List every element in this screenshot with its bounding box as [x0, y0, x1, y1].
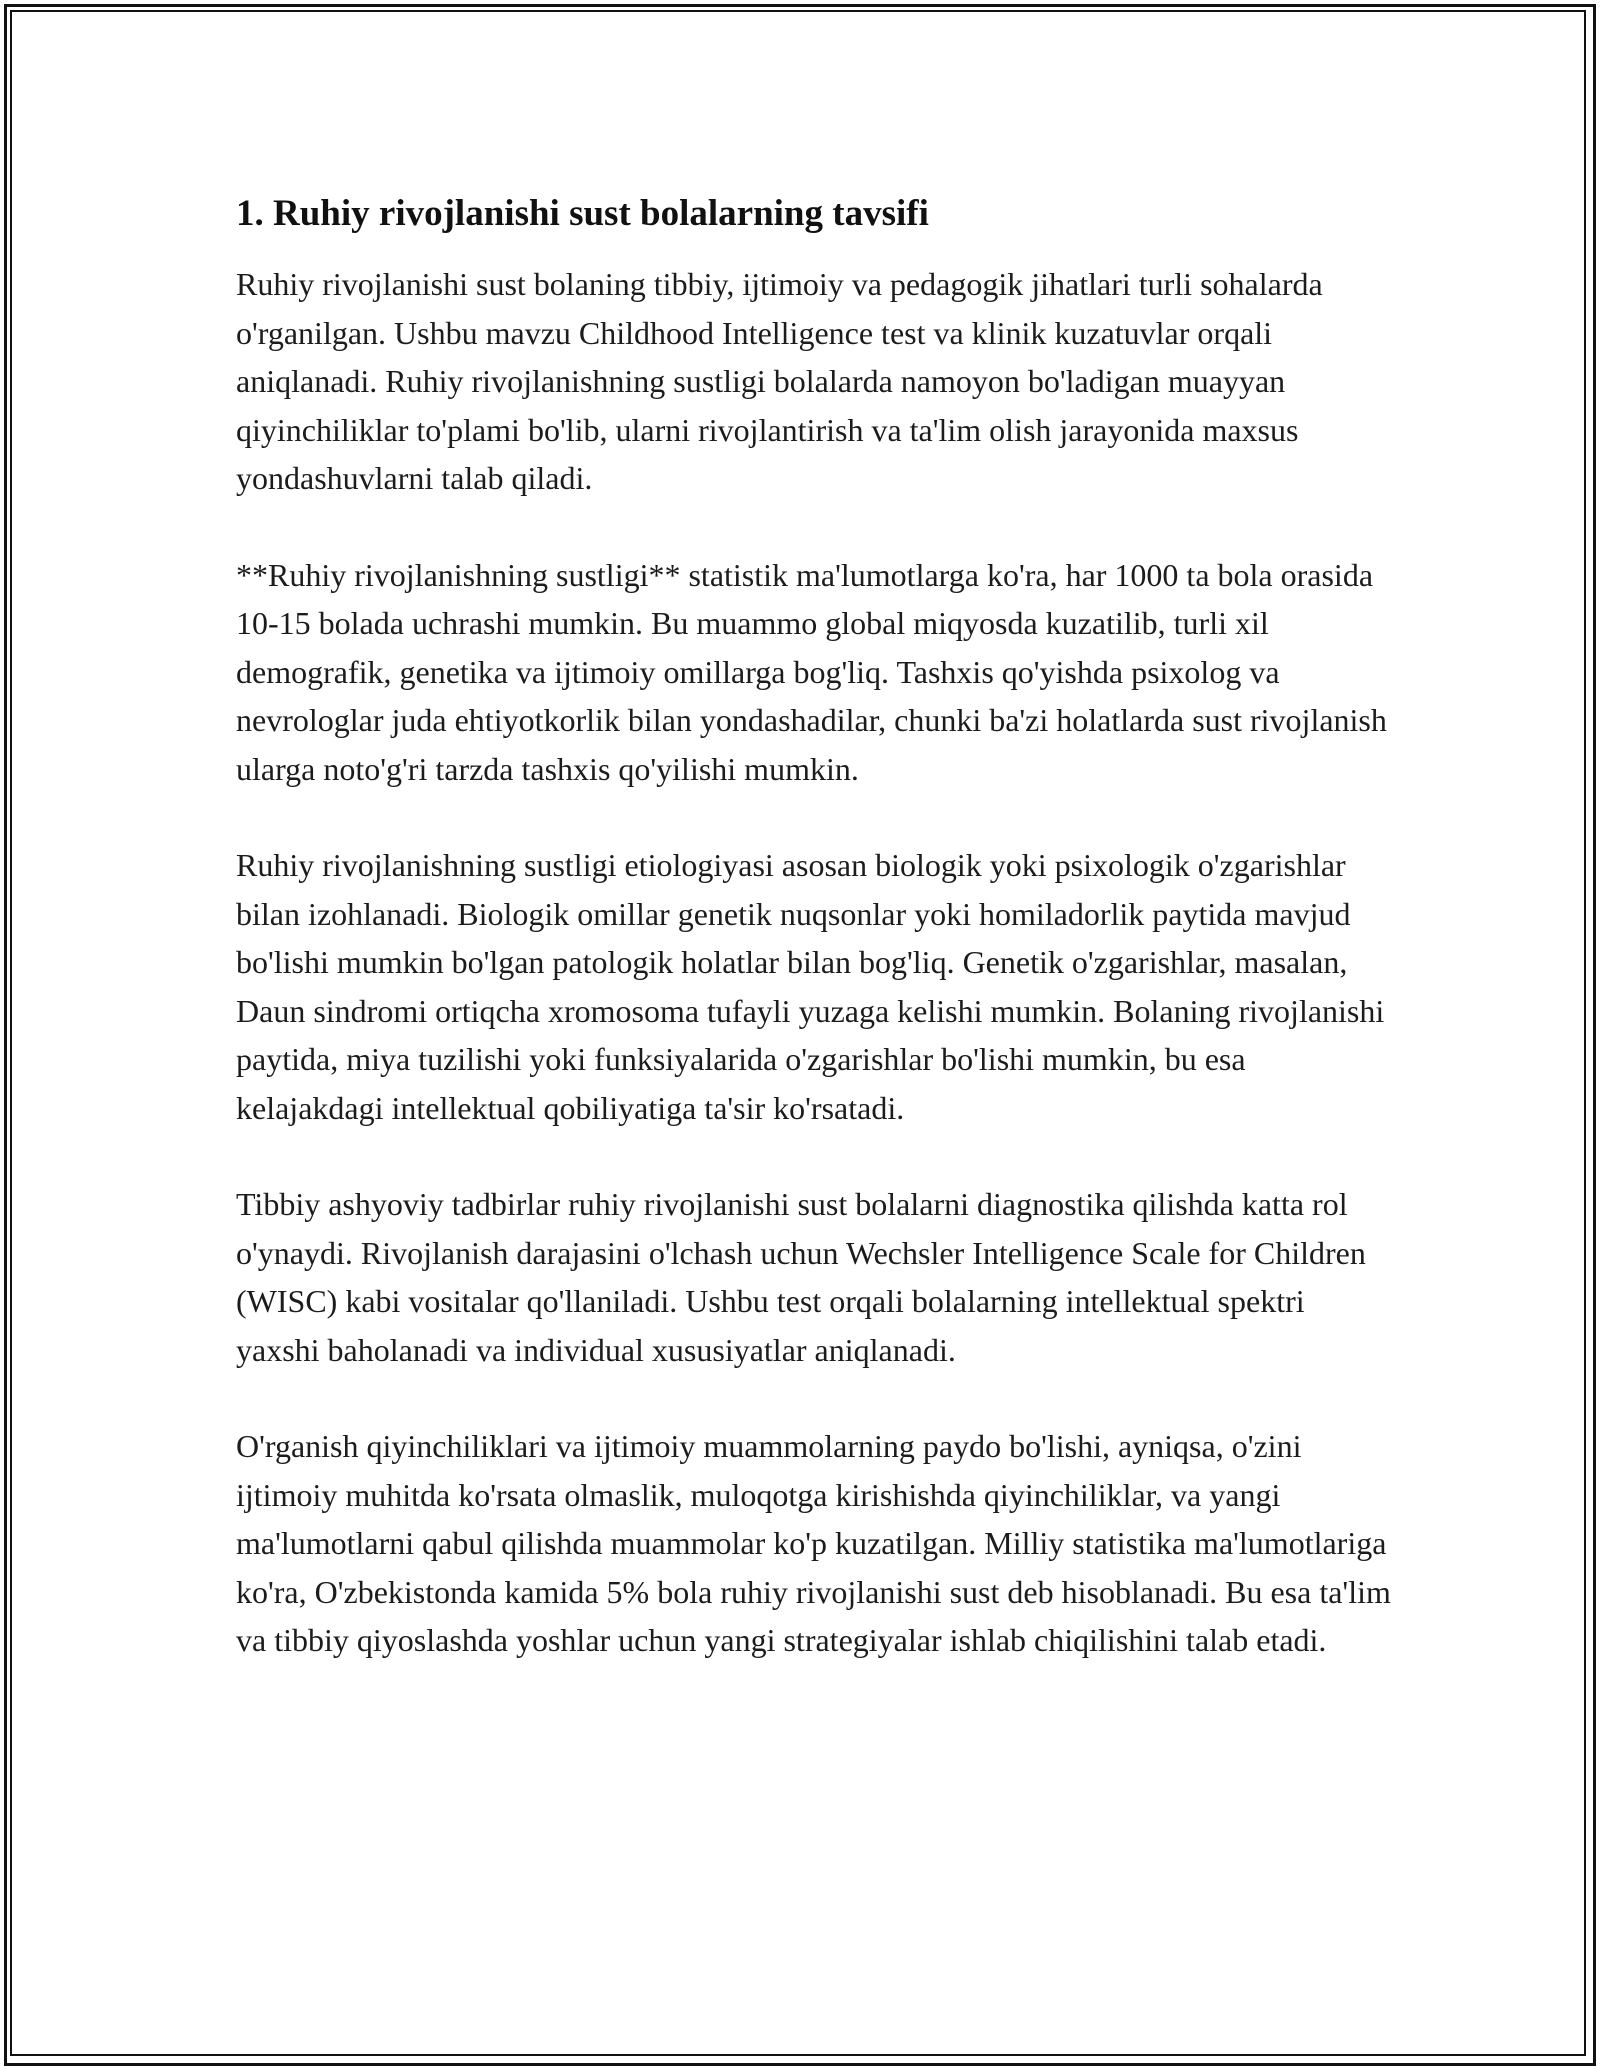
document-body	[236, 190, 1396, 1713]
section-heading: 1. Ruhiy rivojlanishi sust bolalarning tavsifi	[236, 193, 929, 234]
paragraph-1: Ruhiy rivojlanishi sust bolaning tibbiy, ijtimoiy va pedagogik jihatlari turli sohalarda o'rganilgan. Ushbu mavzu Childhood Intelligence test va klinik kuzatuvlar orqali aniqlanadi. Ruhiy rivojlanishning sustligi bolalarda namoyon bo'ladigan muayyan qiyinchiliklar to'plami bo'lib, ularni rivojlantirish va ta'lim olish jarayonida maxsus yondashuvlarni talab qiladi.	[236, 266, 1323, 496]
paragraph-4: Tibbiy ashyoviy tadbirlar ruhiy rivojlanishi sust bolalarni diagnostika qilishda katta rol o'ynaydi. Rivojlanish darajasini o'lchash uchun Wechsler Intelligence Scale for Children (WISC) kabi vositalar qo'llaniladi. Ushbu test orqali bolalarning intellektual spektri yaxshi baholanadi va individual xususiyatlar aniqlanadi.	[236, 1186, 1366, 1368]
paragraph-3: Ruhiy rivojlanishning sustligi etiologiyasi asosan biologik yoki psixologik o'zgarishlar bilan izohlanadi. Biologik omillar genetik nuqsonlar yoki homiladorlik paytida mavjud bo'lishi mumkin bo'lgan patologik holatlar bilan bog'liq. Genetik o'zgarishlar, masalan, Daun sindromi ortiqcha xromosoma tufayli yuzaga kelishi mumkin. Bolaning rivojlanishi paytida, miya tuzilishi yoki funksiyalarida o'zgarishlar bo'lishi mumkin, bu esa kelajakdagi intellektual qobiliyatiga ta'sir ko'rsatadi.	[236, 847, 1385, 1126]
paragraph-2: **Ruhiy rivojlanishning sustligi** statistik ma'lumotlarga ko'ra, har 1000 ta bola orasida 10-15 bolada uchrashi mumkin. Bu muammo global miqyosda kuzatilib, turli xil demografik, genetika va ijtimoiy omillarga bog'liq. Tashxis qo'yishda psixolog va nevrologlar juda ehtiyotkorlik bilan yondashadilar, chunki ba'zi holatlarda sust rivojlanish ularga noto'g'ri tarzda tashxis qo'yilishi mumkin.	[236, 556, 1387, 787]
paragraph-5: O'rganish qiyinchiliklari va ijtimoiy muammolarning paydo bo'lishi, ayniqsa, o'zini ijtimoiy muhitda ko'rsata olmaslik, muloqotga kirishishda qiyinchiliklar, va yangi ma'lumotlarni qabul qilishda muammolar ko'p kuzatilgan. Milliy statistika ma'lumotlariga ko'ra, O'zbekistonda kamida 5% bola ruhiy rivojlanishi sust deb hisoblanadi. Bu esa ta'lim va tibbiy qiyoslashda yoshlar uchun yangi strategiyalar ishlab chiqilishini talab etadi.	[236, 1428, 1391, 1658]
